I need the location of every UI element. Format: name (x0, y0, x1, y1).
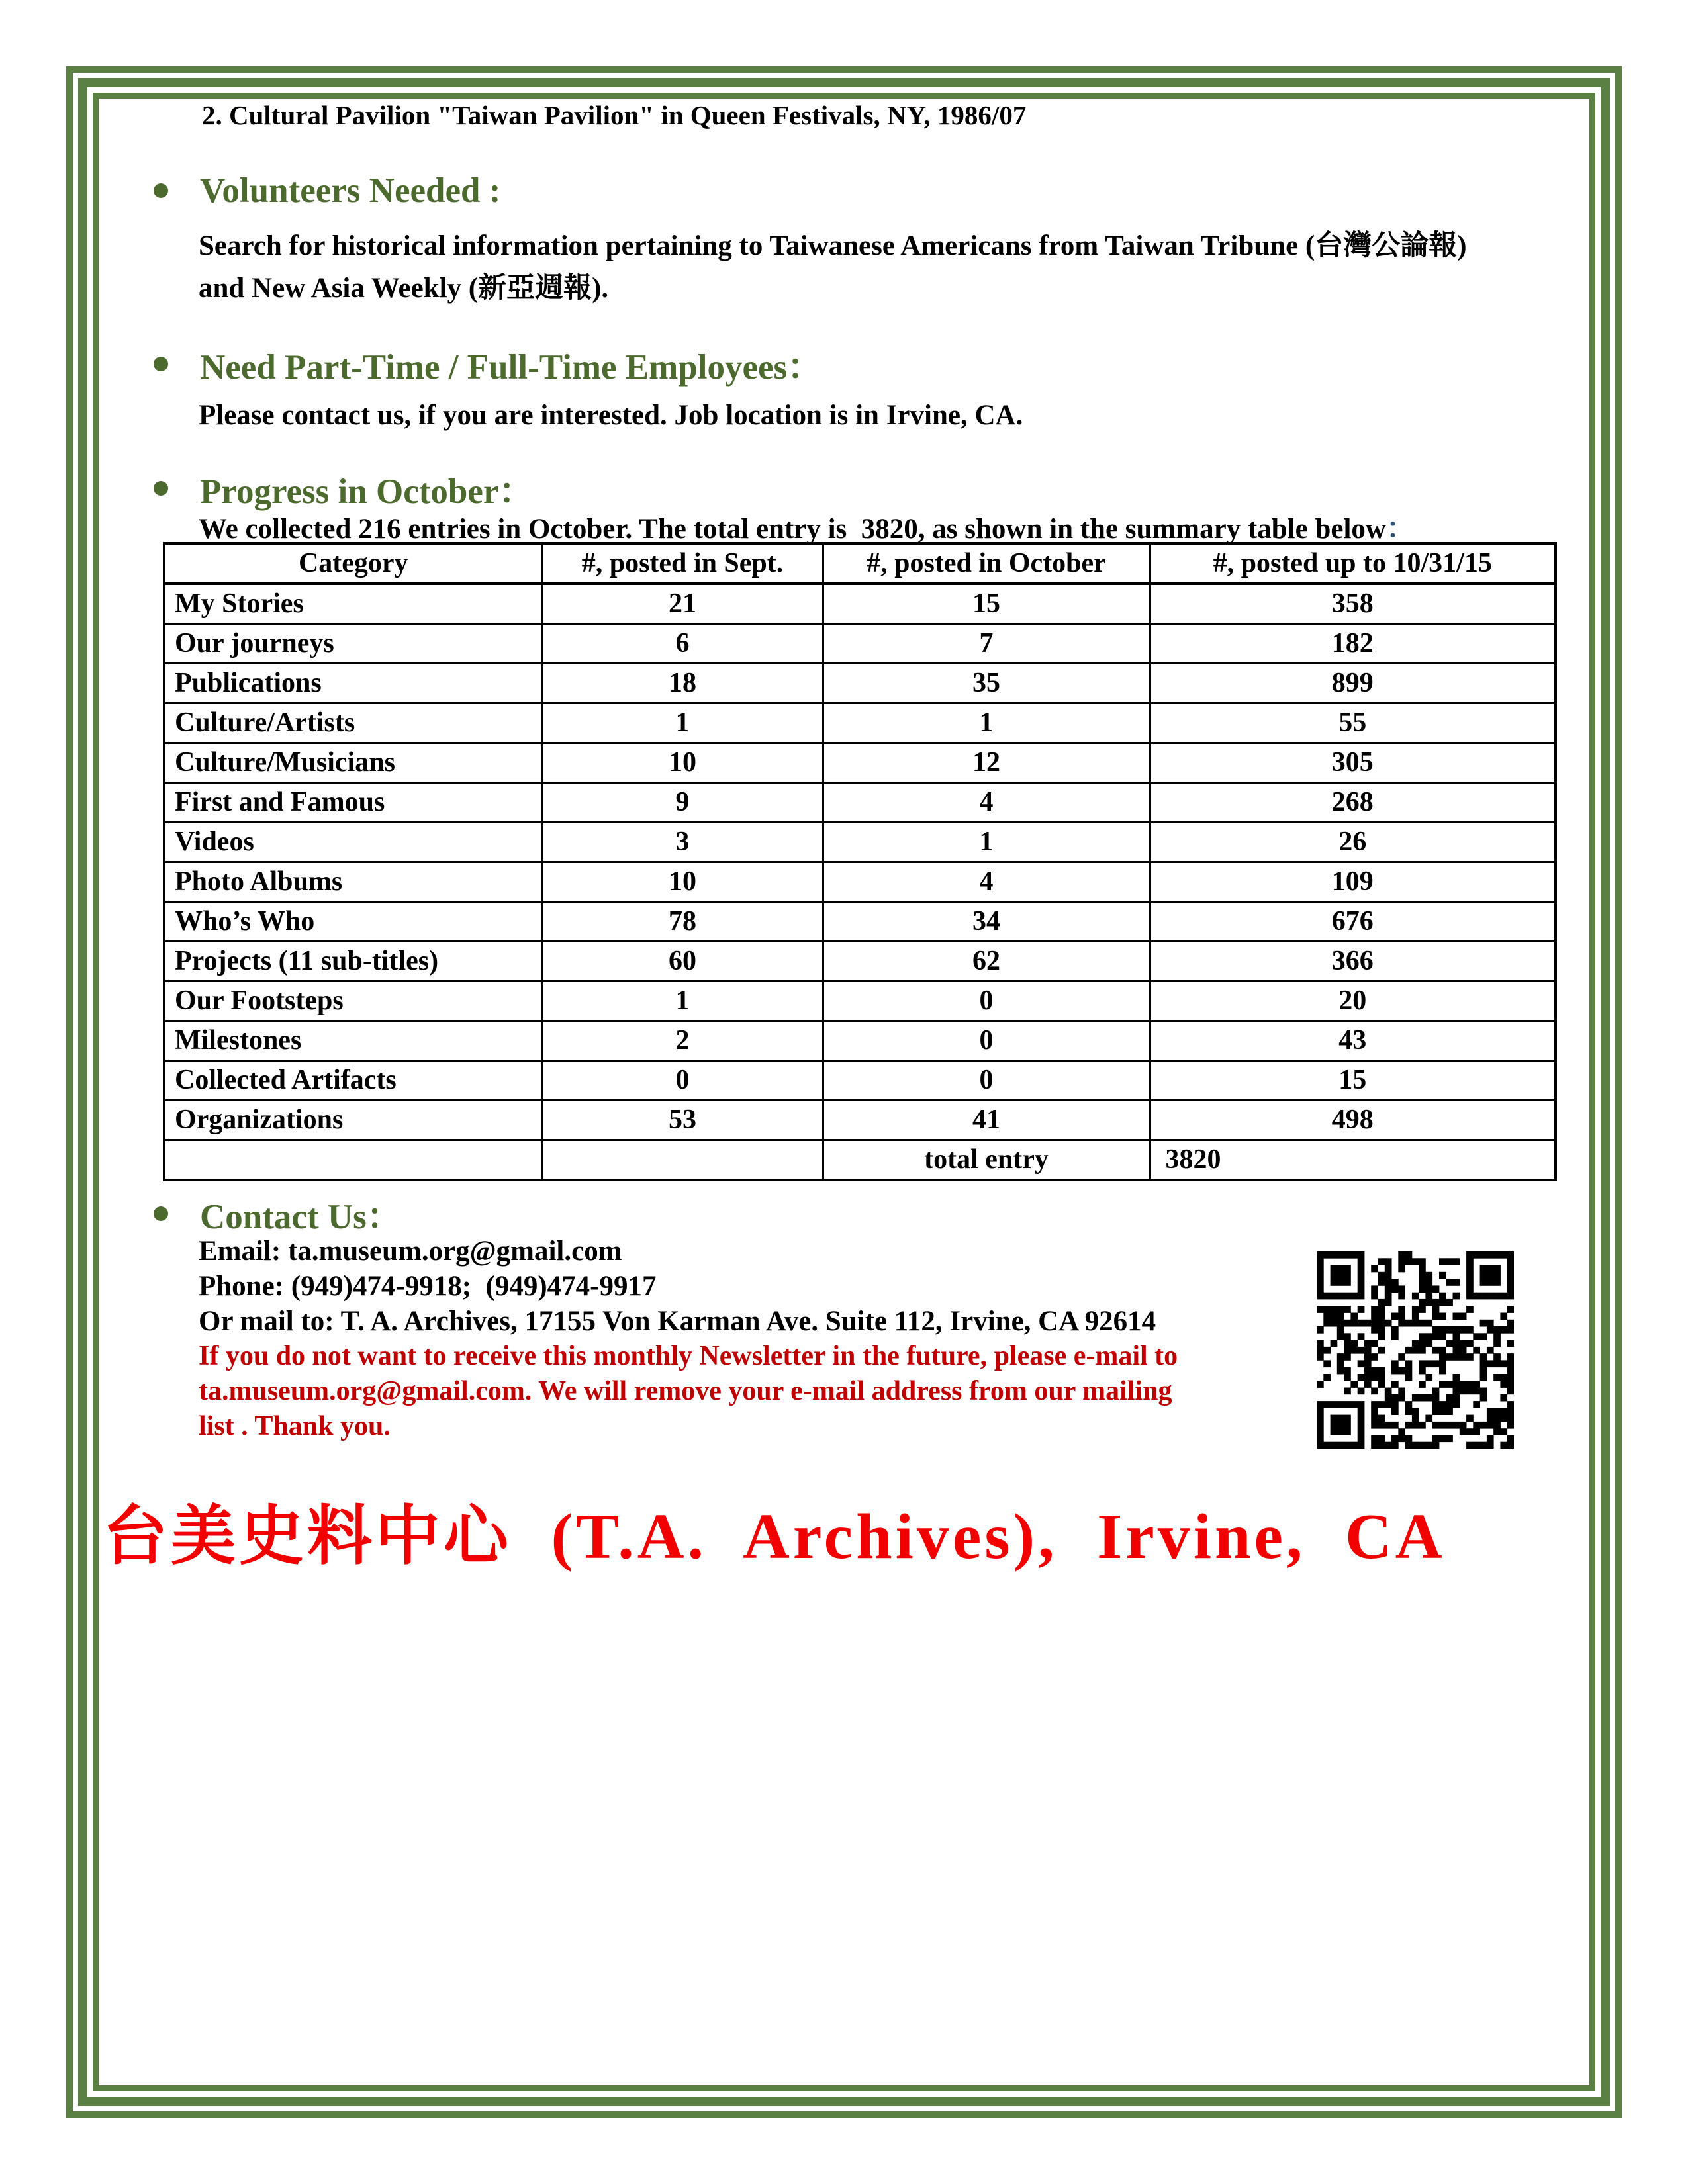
total-entry-label: total entry (823, 1140, 1150, 1181)
count-cell: 62 (823, 942, 1150, 981)
section-volunteers-heading (154, 171, 500, 210)
paragraph-line: and New Asia Weekly (新亞週報). (199, 273, 609, 304)
column-header: #, posted in October (823, 543, 1150, 584)
blue-colon: ： (1385, 514, 1415, 545)
table-row (164, 981, 1556, 1021)
category-cell: Who’s Who (164, 902, 542, 942)
unsubscribe-notice-line: If you do not want to receive this monthly Newsletter in the future, please e-mail to (199, 1341, 1178, 1371)
contact-email: Email: ta.museum.org@gmail.com (199, 1236, 622, 1267)
column-header: Category (164, 543, 542, 584)
summary-table-header (164, 543, 1556, 584)
unsubscribe-notice-line: ta.museum.org@gmail.com. We will remove your e-mail address from our mailing (199, 1376, 1172, 1406)
contact-block (199, 1234, 1297, 1444)
count-cell: 0 (542, 1061, 823, 1101)
column-header: #, posted up to 10/31/15 (1150, 543, 1556, 584)
category-cell: Culture/Musicians (164, 743, 542, 783)
count-cell: 10 (542, 862, 823, 902)
table-row (164, 584, 1556, 624)
count-cell: 0 (823, 1021, 1150, 1061)
category-cell: Culture/Artists (164, 704, 542, 743)
count-cell: 20 (1150, 981, 1556, 1021)
table-row (164, 743, 1556, 783)
count-cell: 15 (1150, 1061, 1556, 1101)
count-cell: 268 (1150, 783, 1556, 823)
table-total-row (164, 1140, 1556, 1181)
count-cell: 78 (542, 902, 823, 942)
count-cell: 676 (1150, 902, 1556, 942)
section-contact-heading (154, 1189, 402, 1239)
table-header-row (164, 543, 1556, 584)
table-cell-empty (164, 1140, 542, 1181)
count-cell: 26 (1150, 823, 1556, 862)
category-cell: Organizations (164, 1101, 542, 1140)
contact-phone: Phone: (949)474-9918; (949)474-9917 (199, 1271, 657, 1302)
count-cell: 41 (823, 1101, 1150, 1140)
table-row (164, 902, 1556, 942)
section-progress-heading (154, 463, 534, 514)
summary-table-body (164, 584, 1556, 1140)
count-cell: 1 (823, 704, 1150, 743)
organization-banner: 台美史料中心 (T.A. Archives), Irvine, CA (103, 1501, 1446, 1572)
count-cell: 10 (542, 743, 823, 783)
table-row (164, 1061, 1556, 1101)
count-cell: 1 (542, 981, 823, 1021)
count-cell: 15 (823, 584, 1150, 624)
count-cell: 43 (1150, 1021, 1556, 1061)
paragraph-line: We collected 216 entries in October. The total entry is 3820, as shown in the summary table below (199, 514, 1386, 545)
column-header: #, posted in Sept. (542, 543, 823, 584)
paragraph-line: Please contact us, if you are interested. Job location is in Irvine, CA. (199, 400, 1023, 431)
qr-code (1317, 1251, 1514, 1449)
unsubscribe-notice-line: list . Thank you. (199, 1411, 391, 1441)
category-cell: Projects (11 sub-titles) (164, 942, 542, 981)
count-cell: 21 (542, 584, 823, 624)
count-cell: 182 (1150, 624, 1556, 664)
category-cell: Collected Artifacts (164, 1061, 542, 1101)
count-cell: 498 (1150, 1101, 1556, 1140)
category-cell: Publications (164, 664, 542, 704)
total-entry-value: 3820 (1150, 1140, 1556, 1181)
employees-paragraph (199, 394, 1582, 437)
count-cell: 358 (1150, 584, 1556, 624)
count-cell: 7 (823, 624, 1150, 664)
table-cell-empty (542, 1140, 823, 1181)
table-row (164, 664, 1556, 704)
category-cell: Photo Albums (164, 862, 542, 902)
summary-table-footer (164, 1140, 1556, 1181)
count-cell: 53 (542, 1101, 823, 1140)
count-cell: 12 (823, 743, 1150, 783)
count-cell: 2 (542, 1021, 823, 1061)
count-cell: 366 (1150, 942, 1556, 981)
count-cell: 34 (823, 902, 1150, 942)
table-row (164, 624, 1556, 664)
page-title: 2. Cultural Pavilion "Taiwan Pavilion" in Queen Festivals, NY, 1986/07 (202, 100, 1027, 130)
table-row (164, 1021, 1556, 1061)
count-cell: 9 (542, 783, 823, 823)
volunteers-paragraph (199, 225, 1582, 310)
section-heading-label: Progress in October： (200, 473, 534, 511)
contact-mail-address: Or mail to: T. A. Archives, 17155 Von Karman Ave. Suite 112, Irvine, CA 92614 (199, 1306, 1156, 1337)
section-heading-label: Volunteers Needed : (200, 171, 501, 210)
section-employees-heading (154, 339, 822, 389)
table-row (164, 1101, 1556, 1140)
count-cell: 0 (823, 1061, 1150, 1101)
bullet-icon (154, 357, 168, 371)
count-cell: 109 (1150, 862, 1556, 902)
count-cell: 60 (542, 942, 823, 981)
paragraph-line: Search for historical information pertaining to Taiwanese Americans from Taiwan Tribune (台灣公論報) (199, 230, 1467, 261)
count-cell: 4 (823, 862, 1150, 902)
category-cell: First and Famous (164, 783, 542, 823)
count-cell: 6 (542, 624, 823, 664)
table-row (164, 783, 1556, 823)
bullet-icon (154, 1206, 168, 1221)
category-cell: My Stories (164, 584, 542, 624)
count-cell: 1 (823, 823, 1150, 862)
table-row (164, 862, 1556, 902)
table-row (164, 942, 1556, 981)
count-cell: 305 (1150, 743, 1556, 783)
table-row (164, 704, 1556, 743)
category-cell: Our journeys (164, 624, 542, 664)
summary-table (163, 542, 1557, 1181)
count-cell: 4 (823, 783, 1150, 823)
count-cell: 3 (542, 823, 823, 862)
category-cell: Our Footsteps (164, 981, 542, 1021)
count-cell: 35 (823, 664, 1150, 704)
section-heading-label: Contact Us： (200, 1198, 402, 1236)
count-cell: 55 (1150, 704, 1556, 743)
bullet-icon (154, 183, 168, 198)
count-cell: 1 (542, 704, 823, 743)
category-cell: Milestones (164, 1021, 542, 1061)
table-row (164, 823, 1556, 862)
count-cell: 0 (823, 981, 1150, 1021)
category-cell: Videos (164, 823, 542, 862)
count-cell: 899 (1150, 664, 1556, 704)
section-heading-label: Need Part-Time / Full-Time Employees： (200, 348, 823, 387)
count-cell: 18 (542, 664, 823, 704)
bullet-icon (154, 481, 168, 496)
